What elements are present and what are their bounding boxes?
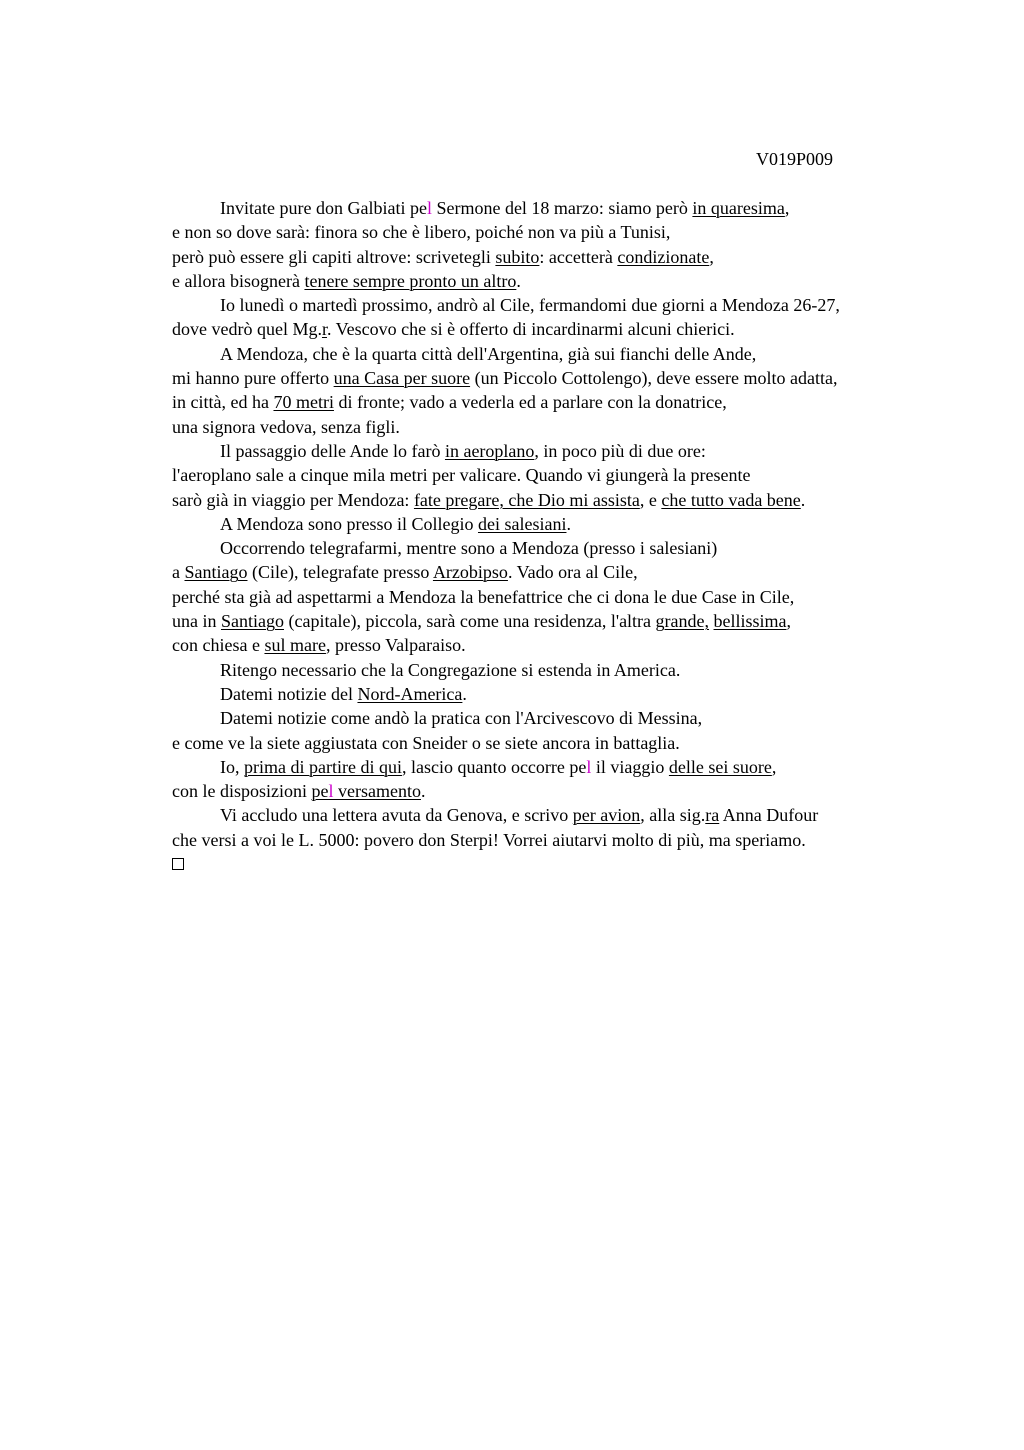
text-line: Il passaggio delle Ande lo farò in aeroplano, in poco più di due ore: xyxy=(220,440,706,461)
underlined-phrase: una Casa per suore xyxy=(333,368,471,389)
underlined-phrase: che tutto vada bene xyxy=(661,489,801,510)
text-line: dove vedrò quel Mg.r. Vescovo che si è offerto di incardinarmi alcuni chierici. xyxy=(172,319,735,340)
text-line: Io, prima di partire di qui, lascio quanto occorre pel il viaggio delle sei suore, xyxy=(220,756,777,777)
text-line: una signora vedova, senza figli. xyxy=(172,416,400,437)
underlined-phrase: in quaresima xyxy=(692,198,785,218)
underlined-phrase: ra xyxy=(705,805,720,826)
text-line: in città, ed ha 70 metri di fronte; vado a vederla ed a parlare con la donatrice, xyxy=(172,392,727,413)
text-line: con chiesa e sul mare, presso Valparaiso. xyxy=(172,635,466,656)
text-line: a Santiago (Cile), telegrafate presso Arzobipso. Vado ora al Cile, xyxy=(172,562,638,583)
text-line: perché sta già ad aspettarmi a Mendoza la benefattrice che ci dona le due Case in Cile, xyxy=(172,586,795,607)
text-line: Datemi notizie del Nord-America. xyxy=(220,683,467,704)
text-line: e non so dove sarà: finora so che è libero, poiché non va più a Tunisi, xyxy=(172,222,671,243)
inserted-letter: l xyxy=(586,756,592,777)
page-id: V019P009 xyxy=(756,149,834,169)
inserted-letter: l xyxy=(328,781,334,802)
text-line: che versi a voi le L. 5000: povero don Sterpi! Vorrei aiutarvi molto di più, ma speriamo. xyxy=(172,829,806,850)
underlined-phrase: dei salesiani xyxy=(477,513,567,534)
text-line: l'aeroplano sale a cinque mila metri per valicare. Quando vi giungerà la presente xyxy=(172,465,751,486)
text-line: Occorrendo telegrafarmi, mentre sono a Mendoza (presso i salesiani) xyxy=(220,538,718,559)
underlined-phrase: r xyxy=(321,319,327,340)
text-line: una in Santiago (capitale), piccola, sarà come una residenza, l'altra grande, bellissima, xyxy=(172,611,792,632)
underlined-phrase: 70 metri xyxy=(273,392,334,413)
underlined-phrase: Arzobipso xyxy=(432,562,508,583)
underlined-phrase: pel versamento xyxy=(311,781,421,802)
inserted-letter: l xyxy=(426,198,432,218)
text-line: sarò già in viaggio per Mendoza: fate pregare, che Dio mi assista, e che tutto vada bene. xyxy=(172,489,806,510)
letter-body xyxy=(172,196,912,876)
text-line: Vi accludo una lettera avuta da Genova, e scrivo per avion, alla sig.ra Anna Dufour xyxy=(220,805,819,826)
underlined-phrase: sul mare xyxy=(264,635,326,656)
underlined-phrase: tenere sempre pronto un altro xyxy=(304,270,517,291)
text-line: mi hanno pure offerto una Casa per suore (un Piccolo Cottolengo), deve essere molto adatta, xyxy=(172,368,838,389)
end-box-icon xyxy=(172,858,184,870)
underlined-phrase: per avion xyxy=(572,805,641,826)
underlined-phrase: Nord-America xyxy=(357,683,463,704)
underlined-phrase: subito xyxy=(495,246,540,267)
underlined-phrase: Santiago xyxy=(184,562,248,583)
text-line: A Mendoza, che è la quarta città dell'Argentina, già sui fianchi delle Ande, xyxy=(220,343,757,364)
underlined-phrase: Santiago xyxy=(221,611,284,632)
text-line: con le disposizioni pel versamento. xyxy=(172,781,426,802)
underlined-phrase: prima di partire di qui xyxy=(244,756,402,777)
underlined-phrase: delle sei suore xyxy=(668,756,772,777)
text-line: Io lunedì o martedì prossimo, andrò al Cile, fermandomi due giorni a Mendoza 26-27, xyxy=(220,295,840,316)
text-line: e allora bisognerà tenere sempre pronto un altro. xyxy=(172,270,521,291)
underlined-phrase: in aeroplano xyxy=(444,440,535,461)
text-line: però può essere gli capiti altrove: scrivetegli subito: accetterà condizionate, xyxy=(172,246,714,267)
text-line: Ritengo necessario che la Congregazione si estenda in America. xyxy=(220,659,681,680)
text-line: Datemi notizie come andò la pratica con l'Arcivescovo di Messina, xyxy=(220,708,703,729)
text-line: Invitate pure don Galbiati pel Sermone del 18 marzo: siamo però in quaresima, xyxy=(220,198,790,218)
underlined-phrase: bellissima xyxy=(713,611,787,632)
text-line: e come ve la siete aggiustata con Sneider o se siete ancora in battaglia. xyxy=(172,732,680,753)
underlined-phrase: fate pregare, che Dio mi assista xyxy=(413,489,640,510)
underlined-phrase: grande, xyxy=(655,611,710,632)
underlined-phrase: condizionate xyxy=(617,246,710,267)
end-mark-line xyxy=(172,852,912,876)
text-line: A Mendoza sono presso il Collegio dei salesiani. xyxy=(220,513,571,534)
